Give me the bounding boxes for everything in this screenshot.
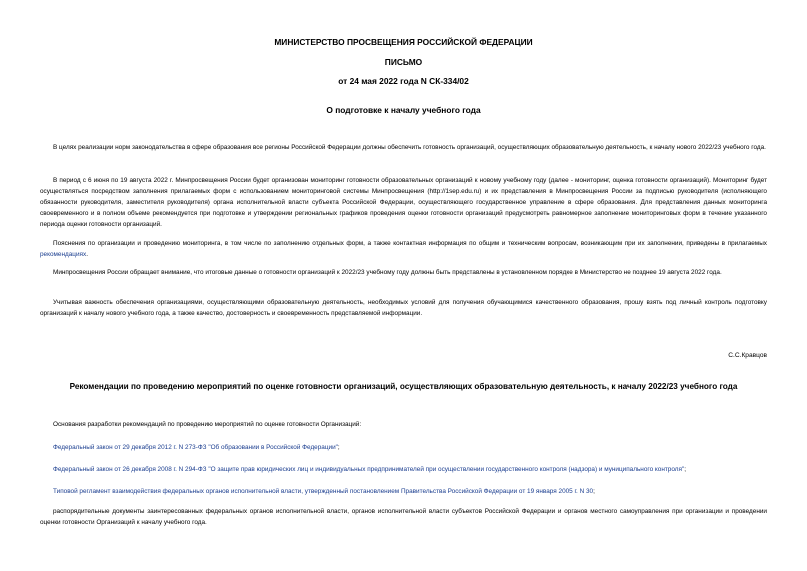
law-item-3 [53,486,767,497]
law-3-end: ; [593,488,595,495]
paragraph-1: В целях реализации норм законодательства в сфере образования все регионы Российской Федерации должны обеспечить готовность организаций, осуществляющих образовательную деятельность, к началу нового 2022/23 учебного года. [53,144,766,151]
paragraph-3 [40,238,767,260]
paragraph-3-text: Пояснения по организации и проведению мониторинга, в том числе по заполнению отдельных форм, а также контактная информация по общим и техническим вопросам, возникающим при их заполнении, приведены в прилагаемых [53,240,767,247]
doc-date-number: от 24 мая 2022 года N СК-334/02 [338,76,469,86]
paragraph-2: В период с 6 июня по 19 августа 2022 г. Минпросвещения России будет организован мониторинг готовности образовательных организаций к новому учебному году (далее - мониторинг, оценка готовности организаций). Мониторинг будет осуществляться посредством заполнения прилагаемых форм с использованием мониторинговой системы Минпросвещения (http://1sep.edu.ru) и их представления в Минпросвещения России за подписью руководителя (исполняющего обязанности руководителя, заместителя руководителя) органа исполнительной власти субъекта Российской Федерации, осуществляющего государственное управление в сфере образования. Для представления данных мониторинга своевременного и в полном объеме рекомендуется при подготовке и утверждении региональных графиков проведения оценки готовности организаций предусмотреть равномерное заполнение мониторинговых форм в течение указанного периода оценки готовности организаций. [40,177,767,228]
law-item-2 [53,464,767,475]
recommendations-link[interactable]: рекомендациях [40,251,87,258]
law-1-end: ; [337,444,340,451]
distributive-docs-paragraph: распорядительные документы заинтересованных федеральных органов исполнительной власти, органов исполнительной власти субъектов Российской Федерации и органов местного самоуправления при организации и проведении оценки готовности Организаций к началу учебного года. [40,508,767,526]
basis-intro: Основания разработки рекомендаций по проведению мероприятий по оценке готовности Организаций: [53,421,362,428]
law-item-1 [53,442,767,453]
doc-type-heading: ПИСЬМО [384,57,423,67]
paragraph-5: Учитывая важность обеспечения организациями, осуществляющими образовательную деятельность, необходимых условий для получения обучающимися качественного образования, прошу взять под личный контроль подготовку организаций к началу нового учебного года, а также качество, достоверность и своевременность представляемой информации. [40,299,767,317]
paragraph-4: Минпросвещения России обращает внимание, что итоговые данные о готовности организаций к 2022/23 учебному году должны быть представлены в установленном порядке в Министерство не позднее 19 августа 2022 года. [53,269,722,276]
signature: С.С.Кравцов [728,352,767,359]
law-2-link[interactable]: Федеральный закон от 26 декабря 2008 г. N 294-ФЗ "О защите прав юридических лиц и индивидуальных предпринимателей при осуществлении государственного контроля (надзора) и муниципального контроля" [53,466,685,473]
ministry-heading: МИНИСТЕРСТВО ПРОСВЕЩЕНИЯ РОССИЙСКОЙ ФЕДЕРАЦИИ [274,37,533,47]
law-1-link[interactable]: Федеральный закон от 29 декабря 2012 г. N 273-ФЗ "Об образовании в Российской Федерации" [53,444,338,451]
recommendations-title: Рекомендации по проведению мероприятий по оценке готовности организаций, осуществляющих образовательную деятельность, к началу 2022/23 учебного года [69,382,738,391]
paragraph-3-end: . [86,251,88,258]
doc-subject: О подготовке к началу учебного года [326,105,481,115]
law-2-end: ; [684,466,686,473]
law-3-link[interactable]: Типовой регламент взаимодействия федеральных органов исполнительной власти, утвержденный постановлением Правительства Российской Федерации от 19 января 2005 г. N 30 [53,488,594,495]
